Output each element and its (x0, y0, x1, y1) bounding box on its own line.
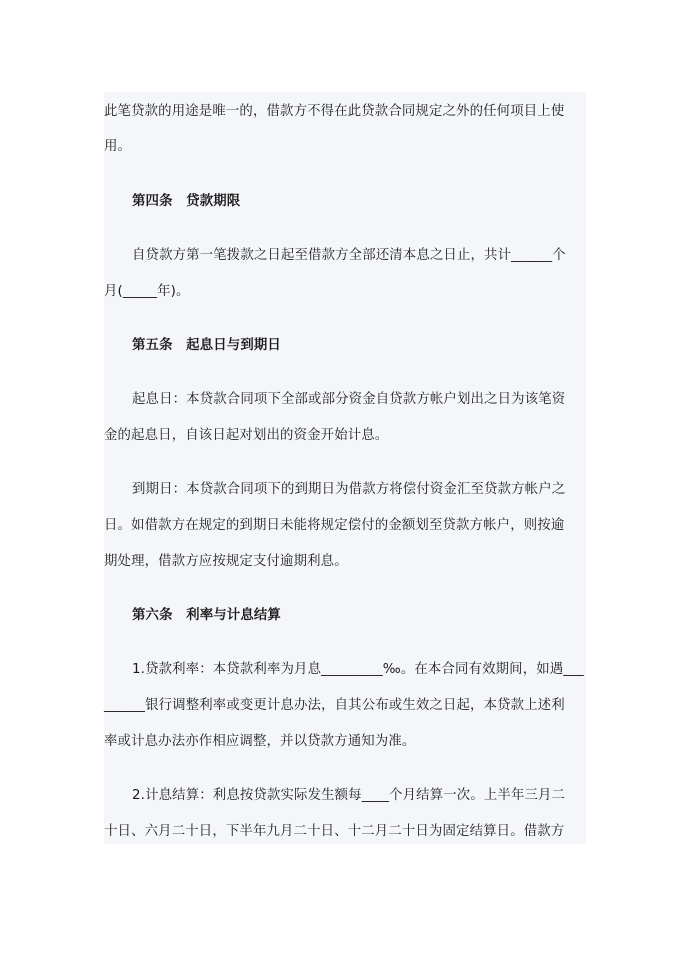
body-text-line: 到期日：本贷款合同项下的到期日为借款方将偿付资金汇至贷款方帐户之 (132, 482, 566, 497)
body-text-line: 1.贷款利率：本贷款利率为月息_________‰。在本合同有效期间，如遇___ (132, 662, 584, 677)
document-page (104, 92, 586, 844)
body-text-line: 此笔贷款的用途是唯一的，借款方不得在此贷款合同规定之外的任何项目上使 (104, 104, 565, 119)
body-text-line: 起息日：本贷款合同项下全部或部分资金自贷款方帐户划出之日为该笔资 (132, 392, 566, 407)
body-text-line: 用。 (104, 139, 132, 154)
body-text-line: 十日、六月二十日，下半年九月二十日、十二月二十日为固定结算日。借款方 (104, 824, 565, 839)
body-text-line: 日。如借款方在规定的到期日未能将规定偿付的金额划至贷款方帐户，则按逾 (104, 518, 565, 533)
article-heading: 第五条 起息日与到期日 (132, 338, 281, 353)
body-text-line: 自贷款方第一笔拨款之日起至借款方全部还清本息之日止，共计______个 (132, 248, 566, 263)
body-text-line: ______银行调整利率或变更计息办法，自其公布或生效之日起，本贷款上述利 (104, 698, 565, 713)
body-text-line: 金的起息日，自该日起对划出的资金开始计息。 (104, 428, 389, 443)
body-text-line: 率或计息办法亦作相应调整，并以贷款方通知为准。 (104, 734, 416, 749)
body-text-line: 期处理，借款方应按规定支付逾期利息。 (104, 554, 348, 569)
article-heading: 第四条 贷款期限 (132, 194, 241, 209)
body-text-line: 2.计息结算：利息按贷款实际发生额每____个月结算一次。上半年三月二 (132, 788, 566, 803)
body-text-line: 月(_____年)。 (104, 284, 190, 299)
article-heading: 第六条 利率与计息结算 (132, 608, 281, 623)
